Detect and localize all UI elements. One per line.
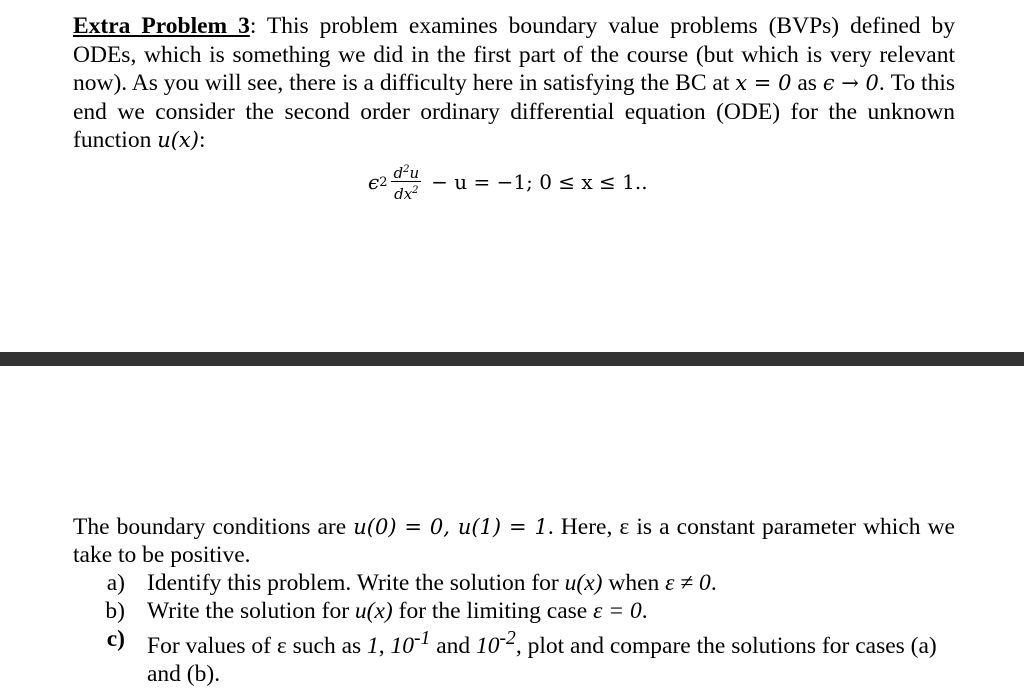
intro-text-1: : This problem examines boundary value problems (BVPs) defined by ODEs, which is something we did in the first part of the course (but which is very relevant now). As you will see, there is a difficulty here in satisfying the BC at bbox=[73, 13, 955, 96]
problem-statement bbox=[73, 12, 955, 155]
item-a-text-2: when bbox=[602, 570, 666, 596]
equation-coefficient: ϵ bbox=[368, 170, 380, 194]
numerator-var: u bbox=[409, 163, 420, 182]
item-letter: c) bbox=[106, 626, 125, 652]
item-c-text-2: , plot and compare the solutions for cases (a) and (b). bbox=[147, 632, 937, 687]
numerator-power: 2 bbox=[403, 163, 410, 175]
bc-math: u(0) = 0, u(1) = 1 bbox=[353, 515, 548, 539]
item-c-value-2: 10 bbox=[390, 632, 415, 659]
item-letter: a) bbox=[106, 570, 125, 596]
item-b-text-1: Write the solution for bbox=[147, 598, 355, 624]
question-item-c bbox=[73, 625, 955, 688]
intro-text-3: . To this end we consider the second order ordinary differential equation (ODE) for the unknown function bbox=[73, 70, 955, 153]
equation-rest: − u = −1; 0 ≤ x ≤ 1.. bbox=[431, 170, 648, 194]
condition-x0: x = 0 bbox=[735, 71, 792, 95]
item-c-value-2-exp: -1 bbox=[414, 628, 431, 649]
problem-title: Extra Problem 3 bbox=[73, 13, 250, 39]
equation-coefficient-power: 2 bbox=[379, 174, 388, 190]
second-derivative-fraction bbox=[391, 162, 421, 203]
item-a-text-1: Identify this problem. Write the solution for bbox=[147, 570, 565, 596]
item-b-math-2: ε = 0 bbox=[593, 598, 642, 624]
bc-text-1: The boundary conditions are bbox=[73, 514, 354, 540]
item-b-text-2: for the limiting case bbox=[392, 598, 594, 624]
epsilon-limit: ϵ → 0 bbox=[822, 71, 879, 95]
boundary-conditions-paragraph bbox=[73, 513, 955, 569]
item-a-math: u(x) bbox=[564, 570, 603, 596]
item-b-text-3: . bbox=[641, 598, 648, 624]
numerator-d: d bbox=[393, 163, 404, 182]
item-b-math: u(x) bbox=[354, 598, 393, 624]
item-c-sep-1: , bbox=[378, 632, 391, 659]
item-c-text-1: For values of ε such as bbox=[147, 632, 368, 659]
item-text bbox=[147, 569, 955, 597]
question-item-a bbox=[73, 569, 955, 597]
question-item-b bbox=[73, 597, 955, 625]
bc-text-2: . Here, ε is a constant parameter which we take to be positive. bbox=[73, 514, 955, 568]
item-letter: b) bbox=[105, 598, 125, 624]
denominator-dx: dx bbox=[394, 184, 413, 203]
item-a-text-3: . bbox=[710, 570, 717, 596]
item-c-value-3: 10 bbox=[476, 632, 500, 659]
question-list bbox=[73, 569, 955, 688]
item-a-math-2: ε ≠ 0 bbox=[665, 570, 711, 596]
item-c-value-1: 1 bbox=[367, 632, 379, 659]
intro-text-2: as bbox=[791, 70, 823, 96]
unknown-function: u(x) bbox=[157, 128, 199, 152]
section-divider bbox=[0, 352, 1024, 366]
fraction-denominator bbox=[392, 182, 420, 203]
item-c-value-3-exp: -2 bbox=[499, 628, 516, 649]
item-c-sep-2: and bbox=[430, 632, 477, 659]
intro-text-4: : bbox=[198, 127, 206, 153]
boundary-section bbox=[73, 513, 955, 688]
ode-equation bbox=[368, 160, 648, 204]
item-text bbox=[147, 625, 955, 688]
fraction-numerator bbox=[391, 162, 421, 182]
item-text bbox=[147, 597, 955, 625]
denominator-power: 2 bbox=[412, 184, 419, 196]
